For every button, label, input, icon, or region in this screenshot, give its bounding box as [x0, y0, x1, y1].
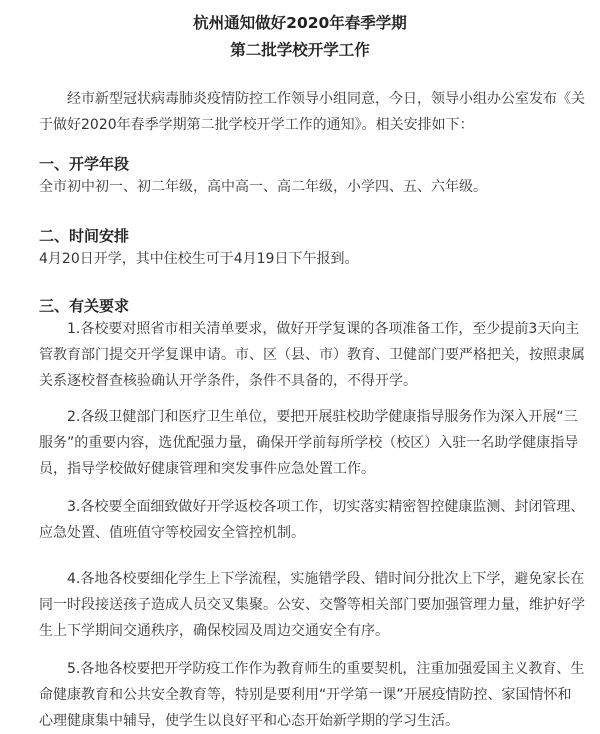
intro-paragraph: 经市新型冠状病毒肺炎疫情防控工作领导小组同意，今日，领导小组办公室发布《关于做好2020年春季学期第二批学校开学工作的通知》。相关安排如下：	[39, 91, 585, 133]
section-heading-requirements: 三、有关要求	[39, 297, 130, 315]
article-title-line-1: 杭州通知做好2020年春季学期	[193, 14, 407, 32]
section-heading-schedule: 二、时间安排	[39, 227, 130, 245]
section-heading-school-grades: 一、开学年段	[39, 155, 130, 173]
requirement-item-4: 4.各地各校要细化学生上下学流程，实施错学段、错时间分批次上下学，避免家长在同一时段接送孩子造成人员交叉集聚。公安、交警等相关部门要加强管理力量，维护好学生上下学期间交通秩序，确保校园及周边交通安全有序。	[39, 571, 585, 639]
section-text-schedule: 4月20日开学，其中住校生可于4月19日下午报到。	[39, 251, 359, 267]
requirement-item-1: 1.各校要对照省市相关清单要求，做好开学复课的各项准备工作，至少提前3天向主管教育部门提交开学复课申请。市、区（县、市）教育、卫健部门要严格把关，按照隶属关系逐校督查核验确认开学条件，条件不具备的，不得开学。	[39, 321, 585, 389]
article-title-line-2: 第二批学校开学工作	[230, 41, 370, 59]
requirement-item-5: 5.各地各校要把开学防疫工作作为教育师生的重要契机，注重加强爱国主义教育、生命健康教育和公共安全教育等，特别是要利用“开学第一课”开展疫情防控、家国情怀和心理健康集中辅导，使学生以良好平和心态开始新学期的学习生活。	[39, 661, 585, 729]
section-text-school-grades: 全市初中初一、初二年级，高中高一、高二年级，小学四、五、六年级。	[39, 179, 487, 195]
requirement-item-2: 2.各级卫健部门和医疗卫生单位，要把开展驻校助学健康指导服务作为深入开展“三服务”的重要内容，选优配强力量，确保开学前每所学校（校区）入驻一名助学健康指导员，指导学校做好健康管理和突发事件应急处置工作。	[39, 409, 579, 477]
requirement-item-3: 3.各校要全面细致做好开学返校各项工作，切实落实精密智控健康监测、封闭管理、应急处置、值班值守等校园安全管控机制。	[39, 499, 585, 541]
